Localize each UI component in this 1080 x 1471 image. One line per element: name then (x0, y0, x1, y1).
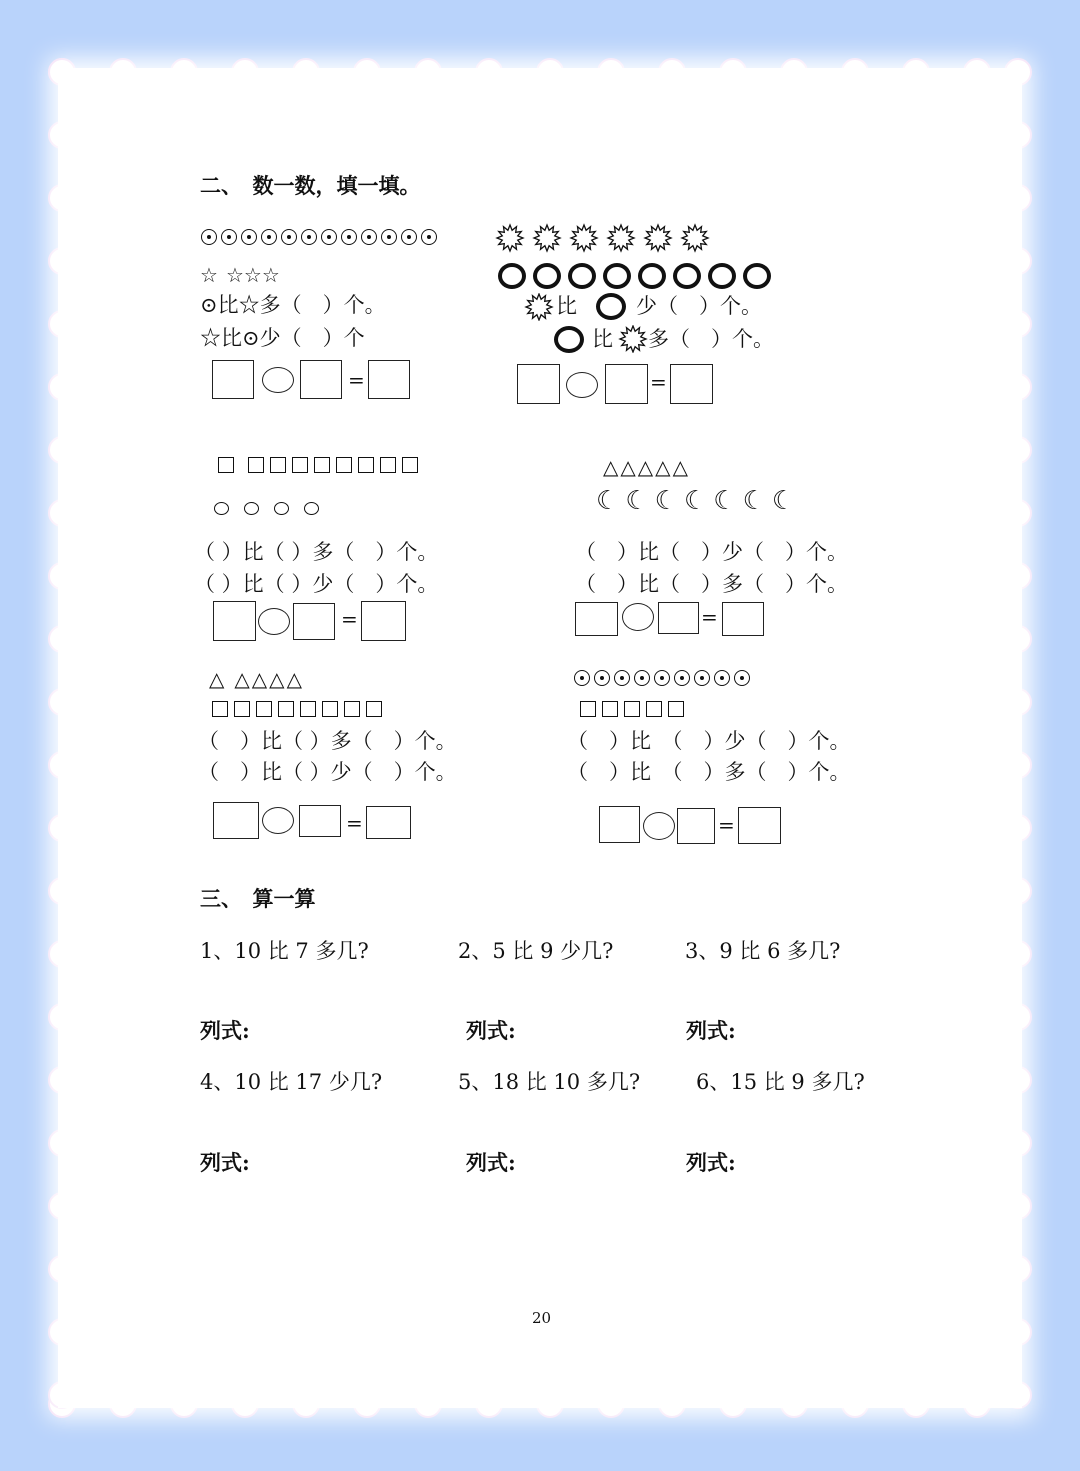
dotted-circle-icon (654, 670, 670, 686)
equals-sign: = (650, 370, 667, 394)
moons-row-7 (596, 486, 801, 516)
equation-label: 列式: (466, 1018, 516, 1043)
stars-row-4 (200, 263, 280, 287)
question-text: （ ）比（ ）多（ ）个。 (194, 540, 439, 564)
question-text: （ ）比 （ ）多（ ）个。 (567, 760, 851, 784)
triangle-icon: △ (269, 667, 285, 691)
triangle-icon: △ (620, 455, 636, 479)
dotted-circle-icon (694, 670, 710, 686)
answer-box[interactable] (517, 364, 560, 404)
square-icon (212, 701, 228, 717)
burst-icon (618, 325, 648, 353)
square-icon (646, 701, 662, 717)
problem-2: 2、5 比 9 少几? (458, 939, 614, 963)
dotted-circles-row-9 (574, 670, 754, 686)
triangle-icon: △ (672, 455, 688, 479)
bold-circle-icon (554, 326, 584, 353)
burst-icon (620, 326, 646, 352)
question-text: （ ）比 （ ）少（ ）个。 (567, 729, 851, 753)
answer-box[interactable] (213, 601, 256, 641)
square-icon (336, 457, 352, 473)
question-text: ☆比⊙少（ ）个 (200, 326, 365, 350)
square-icon (366, 701, 382, 717)
burst-icons-row-6 (494, 222, 724, 254)
crescent-moon-icon: ☾ (625, 486, 649, 516)
square-icon (248, 457, 264, 473)
burst-icon (645, 225, 671, 251)
squares-row-5 (580, 701, 690, 717)
triangle-icon: △ (209, 667, 225, 691)
question-text-part: 比 (592, 327, 613, 351)
equals-sign: = (718, 813, 735, 837)
dotted-circle-icon (594, 670, 610, 686)
dotted-circle-icon (301, 229, 317, 245)
square-icon (292, 457, 308, 473)
burst-icon (608, 225, 634, 251)
operator-oval[interactable] (262, 367, 294, 393)
star-icon: ☆ (225, 263, 244, 287)
equals-sign: = (348, 368, 365, 392)
burst-icon (497, 225, 523, 251)
squares-row-8 (212, 701, 388, 717)
bold-circle-icon (568, 263, 596, 289)
bold-circle-icon (498, 263, 526, 289)
dotted-circle-icon (241, 229, 257, 245)
operator-oval[interactable] (622, 603, 654, 631)
answer-box[interactable] (738, 807, 781, 844)
question-text: （ ）比（ ）多（ ）个。 (575, 572, 848, 596)
star-icon: ☆ (261, 263, 280, 287)
equals-sign: = (701, 605, 718, 629)
question-text: （ ）比（ ）多（ ）个。 (198, 729, 457, 753)
answer-box[interactable] (361, 601, 406, 641)
section-2-title: 二、 数一数，填一填。 (200, 173, 421, 198)
dotted-circle-icon (714, 670, 730, 686)
dotted-circles-row-12 (201, 229, 441, 245)
crescent-moon-icon: ☾ (771, 486, 796, 516)
bold-circle-icon (708, 263, 736, 289)
answer-box[interactable] (599, 806, 640, 843)
question-text: （ ）比（ ）少（ ）个。 (194, 572, 439, 596)
bold-circle-icon (673, 263, 701, 289)
square-icon (602, 701, 618, 717)
triangle-icon: △ (234, 667, 250, 691)
square-icon (322, 701, 338, 717)
problem-1: 1、10 比 7 多几? (200, 939, 369, 963)
crescent-moon-icon: ☾ (683, 486, 708, 516)
dotted-circle-icon (674, 670, 690, 686)
bold-circle-icon (638, 263, 666, 289)
answer-box[interactable] (368, 360, 410, 399)
triangles-row-5 (603, 455, 690, 479)
square-icon (668, 701, 684, 717)
answer-box[interactable] (293, 603, 335, 640)
bold-circle-icon (603, 263, 631, 289)
crescent-moon-icon: ☾ (596, 486, 620, 516)
dotted-circle-icon (381, 229, 397, 245)
triangle-icon: △ (637, 455, 654, 479)
dotted-circle-icon (281, 229, 297, 245)
equation-label: 列式: (686, 1150, 736, 1175)
question-text-part: 多（ ）个。 (648, 327, 774, 351)
operator-oval[interactable] (262, 807, 294, 834)
equation-label: 列式: (686, 1018, 736, 1043)
bold-circle-icon (743, 263, 771, 289)
square-icon (358, 457, 374, 473)
dotted-circle-icon (574, 670, 590, 686)
question-text: ⊙比☆多（ ）个。 (200, 293, 386, 317)
equation-label: 列式: (200, 1150, 250, 1175)
answer-box[interactable] (722, 602, 764, 636)
answer-box[interactable] (677, 808, 715, 844)
answer-box[interactable] (366, 806, 411, 839)
dotted-circle-icon (361, 229, 377, 245)
circles-row-4 (214, 502, 334, 515)
dotted-circle-icon (201, 229, 217, 245)
dotted-circle-icon (421, 229, 437, 245)
square-icon (402, 457, 418, 473)
bold-circle-icon (533, 263, 561, 289)
square-icon (580, 701, 596, 717)
triangle-icon: △ (603, 455, 619, 479)
dotted-circle-icon (734, 670, 750, 686)
dotted-circle-icon (401, 229, 417, 245)
page-number: 20 (532, 1309, 552, 1327)
question-text: （ ）比（ ）少（ ）个。 (575, 540, 848, 564)
circle-icon (244, 502, 259, 515)
question-text-part: 比 (556, 294, 577, 318)
equation-label: 列式: (200, 1018, 250, 1043)
question-text: （ ）比（ ）少（ ）个。 (198, 760, 457, 784)
square-icon (314, 457, 330, 473)
problem-4: 4、10 比 17 少几? (200, 1070, 383, 1094)
square-icon (300, 701, 316, 717)
equation-label: 列式: (466, 1150, 516, 1175)
answer-box[interactable] (605, 364, 648, 404)
triangles-row-5 (209, 667, 304, 691)
problem-6: 6、15 比 9 多几? (696, 1070, 865, 1094)
square-icon (624, 701, 640, 717)
square-icon (234, 701, 250, 717)
burst-icon (526, 294, 552, 320)
dotted-circle-icon (261, 229, 277, 245)
star-icon: ☆ (200, 263, 218, 287)
triangle-icon: △ (286, 667, 302, 691)
bold-circles-row-8 (498, 263, 778, 289)
crescent-moon-icon: ☾ (742, 486, 766, 516)
burst-icon (534, 225, 560, 251)
crescent-moon-icon: ☾ (713, 486, 737, 516)
dotted-circle-icon (614, 670, 630, 686)
problem-3: 3、9 比 6 多几? (685, 939, 841, 963)
burst-icon (682, 225, 708, 251)
circle-icon (274, 502, 289, 515)
dotted-circle-icon (634, 670, 650, 686)
operator-oval[interactable] (258, 608, 290, 635)
answer-box[interactable] (300, 360, 342, 399)
burst-icon (524, 293, 554, 321)
answer-box[interactable] (213, 802, 259, 839)
square-icon (218, 457, 234, 473)
square-icon (344, 701, 360, 717)
dotted-circle-icon (321, 229, 337, 245)
star-icon: ☆ (243, 263, 262, 287)
circle-icon (304, 502, 319, 515)
square-icon (270, 457, 286, 473)
operator-oval[interactable] (566, 372, 598, 398)
equals-sign: = (346, 811, 363, 835)
crescent-moon-icon: ☾ (654, 486, 678, 516)
dotted-circle-icon (341, 229, 357, 245)
triangle-icon: △ (655, 455, 671, 479)
answer-box[interactable] (658, 602, 699, 634)
operator-oval[interactable] (643, 812, 675, 840)
square-icon (380, 457, 396, 473)
square-icon (278, 701, 294, 717)
burst-icon (571, 225, 597, 251)
equals-sign: = (341, 607, 358, 631)
question-text-part: 少（ ）个。 (636, 294, 762, 318)
bold-circle-icon (596, 293, 626, 320)
square-icon (256, 701, 272, 717)
circle-icon (214, 502, 229, 515)
squares-row-9 (218, 457, 424, 473)
answer-box[interactable] (670, 364, 713, 404)
answer-box[interactable] (299, 805, 341, 837)
answer-box[interactable] (575, 602, 618, 636)
triangle-icon: △ (251, 667, 268, 691)
section-3-title: 三、 算一算 (200, 886, 316, 911)
problem-5: 5、18 比 10 多几? (458, 1070, 641, 1094)
dotted-circle-icon (221, 229, 237, 245)
answer-box[interactable] (212, 360, 254, 399)
